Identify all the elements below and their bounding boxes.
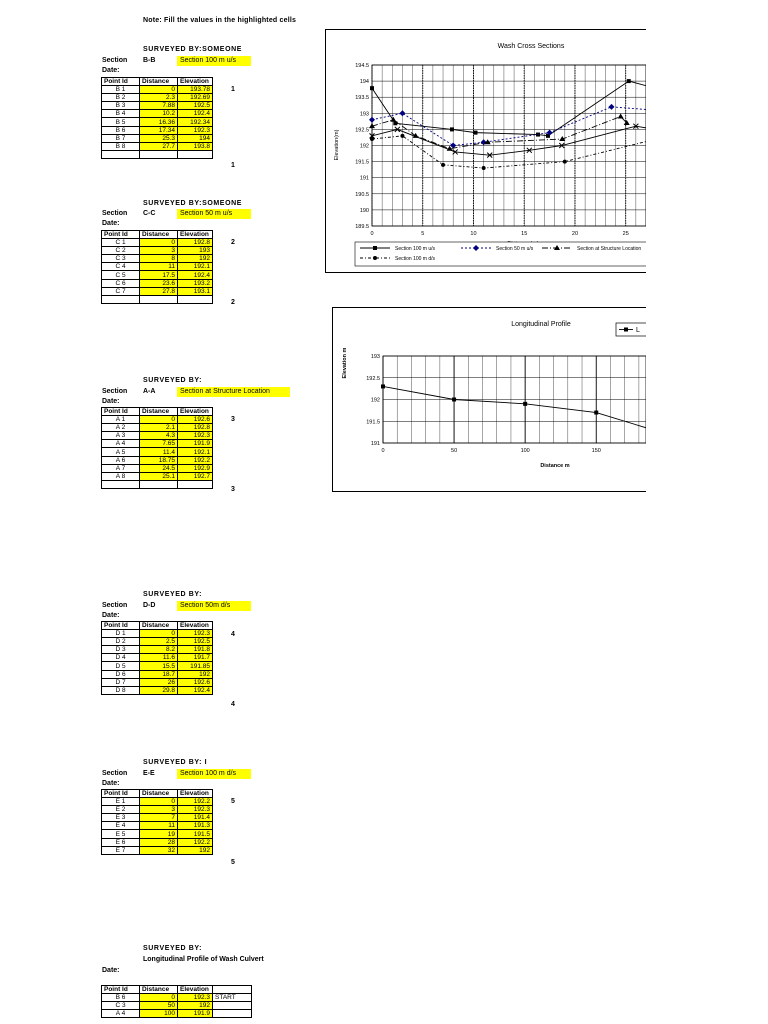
table-row: E 6 28 192.2 (102, 838, 213, 846)
x-tick-label: 0 (370, 231, 374, 237)
section-label: Section (102, 388, 128, 395)
header-elevation: Elevation (178, 231, 213, 239)
legend-label: Section 100 m u/s (395, 246, 436, 252)
x-tick-label: 25 (622, 231, 629, 237)
y-tick-label: 194 (359, 79, 369, 86)
survey-table (101, 621, 213, 695)
surveyed-by: SURVEYED BY: (143, 591, 203, 598)
cross-sections-chart (325, 29, 646, 273)
section-name-field[interactable]: Section at Structure Location (177, 387, 290, 397)
data-point (370, 86, 374, 90)
table-row: D 5 15.5 191.85 (102, 662, 213, 670)
section-code: A-A (143, 388, 156, 395)
data-point (369, 117, 375, 123)
y-tick-label: 193 (370, 354, 380, 360)
table-row: E 5 19 191.5 (102, 830, 213, 838)
legend-label: Section 100 m d/s (395, 256, 436, 262)
table-row: E 7 32 192 (102, 846, 213, 854)
table-row: D 1 0 192.3 (102, 630, 213, 638)
section-number: 1 (231, 162, 235, 169)
data-point (399, 110, 405, 116)
x-tick-label: 0 (381, 448, 385, 454)
x-tick-label: 150 (591, 448, 601, 454)
section-code: B-B (143, 57, 156, 64)
table-row-empty (102, 480, 213, 488)
data-point (441, 163, 445, 167)
section-number: 4 (231, 701, 235, 708)
longitudinal-profile-chart-svg (333, 308, 646, 491)
y-tick-label: 191 (359, 175, 369, 182)
x-tick-label: 5 (421, 231, 425, 237)
table-row: E 4 11 191.3 (102, 822, 213, 830)
legend-label: L (636, 327, 640, 334)
cross-sections-chart-svg (326, 30, 646, 272)
section-label: Section (102, 602, 128, 609)
data-point (608, 104, 614, 110)
series-line (372, 126, 646, 155)
table-row: B 5 16.36 192.34 (102, 118, 213, 126)
data-point (618, 114, 624, 119)
data-point (381, 384, 385, 388)
y-tick-label: 190 (359, 207, 369, 214)
table-row: C 3 8 192 (102, 255, 213, 263)
table-row: D 3 8.2 191.8 (102, 646, 213, 654)
table-row: B 4 10.2 192.4 (102, 110, 213, 118)
header-point-id: Point Id (102, 78, 140, 86)
header-distance: Distance (140, 986, 178, 994)
note-text: Note: Fill the values in the highlighted cells (143, 17, 297, 24)
section-number: 4 (231, 631, 235, 638)
x-tick-label: 10 (470, 231, 477, 237)
section-number: 3 (231, 486, 235, 493)
section-name-field[interactable]: Section 100 m d/s (177, 769, 251, 779)
table-row: B 6 17.34 192.3 (102, 126, 213, 134)
series-line (383, 386, 646, 434)
y-tick-label: 191.5 (355, 159, 369, 166)
longitudinal-title: Longitudinal Profile of Wash Culvert (143, 956, 264, 963)
table-row: B 8 27.7 193.8 (102, 142, 213, 150)
data-point (373, 246, 377, 250)
table-row: C 3 50 192 (102, 1002, 252, 1010)
chart-title: Longitudinal Profile (511, 321, 571, 328)
survey-table (101, 789, 213, 855)
table-row: D 7 26 192.6 (102, 678, 213, 686)
table-row: D 6 18.7 192 (102, 670, 213, 678)
section-number: 3 (231, 416, 235, 423)
table-row: A 8 25.1 192.7 (102, 472, 213, 480)
data-point (450, 127, 454, 131)
table-row: D 8 29.8 192.4 (102, 686, 213, 694)
data-point (624, 328, 628, 332)
y-tick-label: 190.5 (355, 191, 369, 198)
header-point-id: Point Id (102, 408, 140, 416)
table-row: E 3 7 191.4 (102, 814, 213, 822)
header-elevation: Elevation (178, 408, 213, 416)
surveyed-by: SURVEYED BY: (143, 945, 203, 952)
header-elevation: Elevation (178, 622, 213, 630)
section-number: 2 (231, 299, 235, 306)
header-point-id: Point Id (102, 231, 140, 239)
legend-label: Section 50 m u/s (496, 246, 534, 252)
surveyed-by: SURVEYED BY:SOMEONE (143, 46, 243, 53)
table-row: A 5 11.4 192.1 (102, 448, 213, 456)
table-row: A 2 2.1 192.8 (102, 424, 213, 432)
section-name-field[interactable]: Section 50 m u/s (177, 209, 251, 219)
header-point-id: Point Id (102, 986, 140, 994)
surveyed-by: SURVEYED BY: I (143, 759, 208, 766)
section-number: 5 (231, 859, 235, 866)
data-point (373, 256, 377, 260)
section-label: Section (102, 770, 128, 777)
data-point (563, 160, 567, 164)
date-label: Date: (102, 780, 120, 787)
section-code: C-C (143, 210, 156, 217)
table-row: C 4 11 192.1 (102, 263, 213, 271)
table-row: B 1 0 193.78 (102, 86, 213, 94)
series-line (372, 136, 646, 168)
table-row: A 7 24.5 192.9 (102, 464, 213, 472)
table-row: C 1 0 192.8 (102, 239, 213, 247)
table-row: A 6 18.75 192.2 (102, 456, 213, 464)
table-row: B 7 25.3 194 (102, 134, 213, 142)
data-point (523, 402, 527, 406)
header-elevation: Elevation (178, 790, 213, 798)
table-row-empty (102, 295, 213, 303)
table-row: B 6 0 192.3 START (102, 994, 252, 1002)
table-row: E 1 0 192.2 (102, 798, 213, 806)
data-point (400, 134, 404, 138)
table-row: B 3 7.88 192.5 (102, 102, 213, 110)
header-distance: Distance (140, 622, 178, 630)
data-point (482, 166, 486, 170)
date-label: Date: (102, 67, 120, 74)
data-point (370, 137, 374, 141)
y-tick-label: 193.5 (355, 95, 369, 102)
header-distance: Distance (140, 790, 178, 798)
table-row: A 4 7.65 191.9 (102, 440, 213, 448)
header-distance: Distance (140, 231, 178, 239)
table-row: E 2 3 192.3 (102, 806, 213, 814)
legend-label: Section at Structure Location (577, 246, 642, 252)
y-tick-label: 191.5 (366, 419, 380, 426)
section-code: D-D (143, 602, 156, 609)
longitudinal-table (101, 985, 252, 1018)
series-line (372, 81, 646, 136)
section-name-field[interactable]: Section 50m d/s (177, 601, 251, 611)
date-label: Date: (102, 967, 120, 974)
data-point (452, 398, 456, 402)
header-elevation: Elevation (178, 986, 213, 994)
date-label: Date: (102, 612, 120, 619)
y-tick-label: 194.5 (355, 63, 369, 69)
surveyed-by: SURVEYED BY:SOMEONE (143, 200, 243, 207)
section-code: E-E (143, 770, 155, 777)
section-label: Section (102, 57, 128, 64)
table-row: B 2 2.3 192.69 (102, 94, 213, 102)
table-row-empty (102, 150, 213, 158)
survey-table (101, 407, 213, 489)
series-line (372, 117, 627, 149)
header-distance: Distance (140, 78, 178, 86)
header-distance: Distance (140, 408, 178, 416)
y-tick-label: 192.5 (366, 375, 380, 382)
survey-table (101, 77, 213, 159)
data-point (474, 131, 478, 135)
surveyed-by: SURVEYED BY: (143, 377, 203, 384)
x-axis-label: Distance m (540, 463, 570, 469)
table-row: A 4 100 191.9 (102, 1010, 252, 1018)
section-name-field[interactable]: Section 100 m u/s (177, 56, 251, 66)
x-tick-label: 100 (520, 448, 530, 454)
series-line (372, 107, 646, 146)
survey-table (101, 230, 213, 304)
section-number: 5 (231, 798, 235, 805)
x-tick-label: 15 (521, 231, 528, 237)
header-point-id: Point Id (102, 790, 140, 798)
table-row: A 3 4.3 192.3 (102, 432, 213, 440)
section-number: 2 (231, 239, 235, 246)
y-tick-label: 191 (370, 441, 380, 447)
y-tick-label: 192.5 (355, 127, 369, 134)
data-point (594, 411, 598, 415)
date-label: Date: (102, 398, 120, 405)
table-row: C 5 17.5 192.4 (102, 271, 213, 279)
header-elevation: Elevation (178, 78, 213, 86)
table-row: D 4 11.6 191.7 (102, 654, 213, 662)
y-tick-label: 189.5 (355, 224, 369, 230)
table-row: C 2 3 193 (102, 247, 213, 255)
longitudinal-profile-chart (332, 307, 646, 492)
y-tick-label: 192 (359, 143, 369, 150)
section-number: 1 (231, 86, 235, 93)
y-axis-label: Elevation m (342, 347, 348, 379)
table-row: A 1 0 192.6 (102, 416, 213, 424)
section-label: Section (102, 210, 128, 217)
y-tick-label: 192 (370, 397, 380, 404)
x-tick-label: 50 (451, 448, 458, 454)
chart-title: Wash Cross Sections (497, 43, 565, 50)
date-label: Date: (102, 220, 120, 227)
y-axis-label: Elevation(m) (334, 129, 340, 161)
data-point (627, 79, 631, 83)
table-row: C 6 23.6 193.2 (102, 279, 213, 287)
x-tick-label: 20 (571, 231, 579, 237)
table-row: D 2 2.5 192.5 (102, 638, 213, 646)
header-point-id: Point Id (102, 622, 140, 630)
y-tick-label: 193 (359, 111, 369, 118)
table-row: C 7 27.8 193.1 (102, 287, 213, 295)
